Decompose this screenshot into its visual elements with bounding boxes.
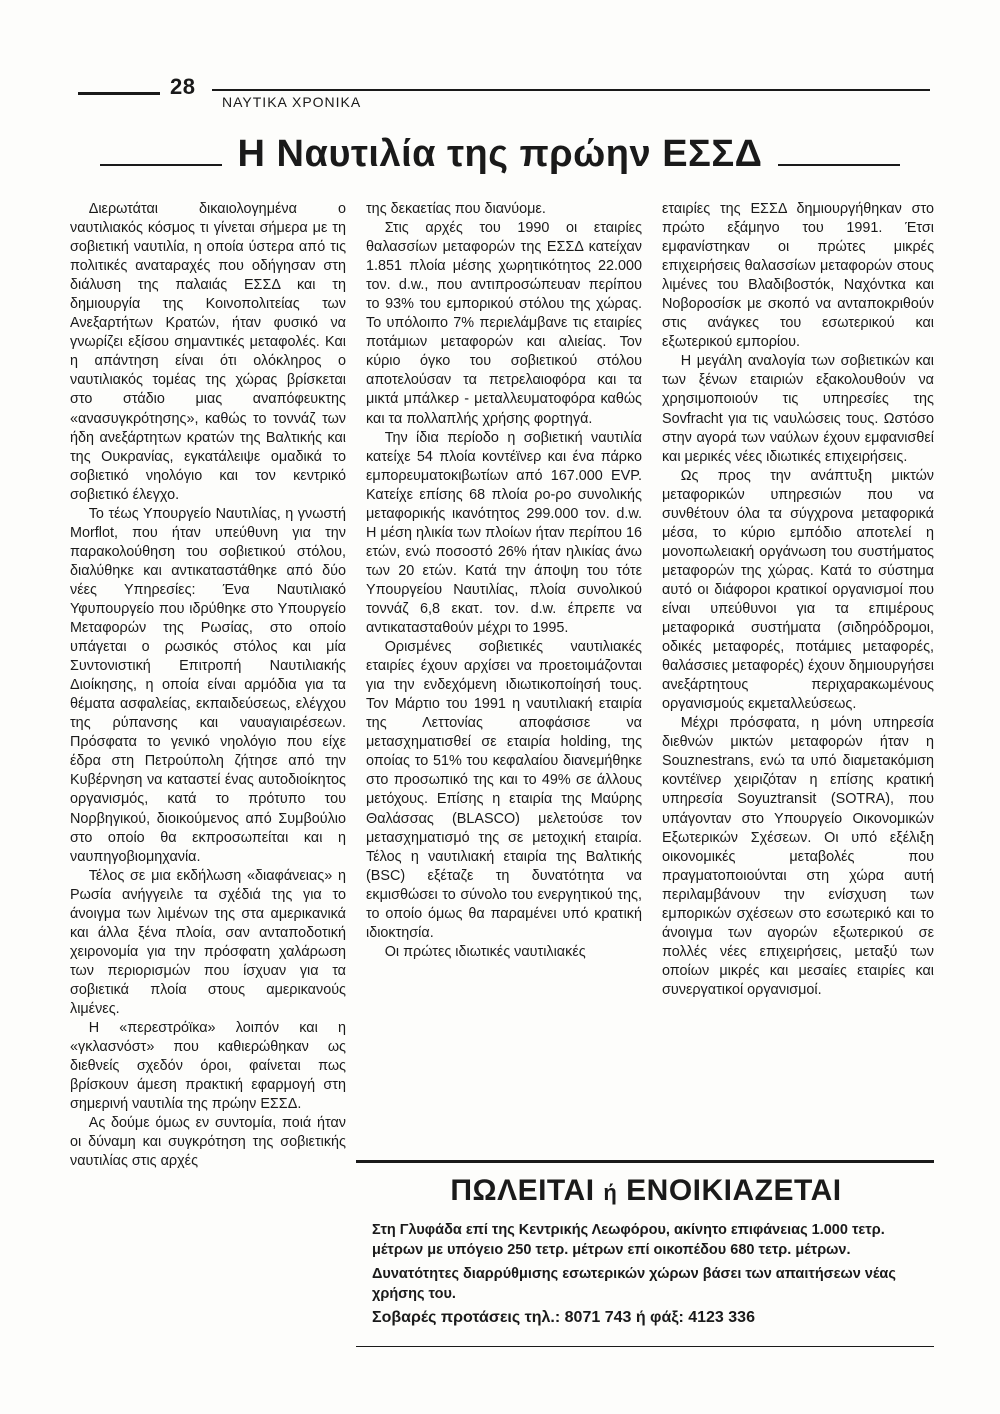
ad-line: Δυνατότητες διαρρύθμισης εσωτερικών χώρων βάσει των απαιτήσεων νέας χρήσης του. [372, 1266, 896, 1302]
paragraph: Διερωτάται δικαιολογημένα ο ναυτιλιακός κόσμος τι γίνεται σήμερα με τη σοβιετική ναυτιλία, η οποία ύστερα από τις πολιτικές αναταραχές που οδήγησαν στη διάλυση της παλαιάς ΕΣΣΔ και τη δημιουργία της Κοινοπολιτείας των Ανεξαρτήτων Κρατών, ήταν φυσικό να γνωρίζει εξίσου σημαντικές μεταφολές. Και η απάντηση είναι ότι ολόκληρος ο ναυτιλιακός τομέας της χώρας βρίσκεται στο στάδιο μιας αναπόφευκτης «ανασυγκρότησης», καθώς το τοννάζ των ήδη ανεξάρτητων κρατών της Βαλτικής και της Ουκρανίας, εγκατάλειψε ομαδικά το σοβιετικό νηολόγιο και τον κεντρικό σοβιετικό έλεγχο. [70, 201, 346, 503]
paragraph: Οι πρώτες ιδιωτικές ναυτιλιακές [384, 943, 586, 960]
title-rule-left [100, 164, 222, 166]
ad-line: Στη Γλυφάδα επί της Κεντρικής Λεωφόρου, ακίνητο επιφάνειας 1.000 τετρ. μέτρων με υπόγειο 250 τετρ. μέτρων επί οικοπέδου 680 τετρ. μέτρων. [372, 1222, 885, 1258]
paragraph: Ορισμένες σοβιετικές ναυτιλιακές εταιρίες έχουν αρχίσει να προετοιμάζονται για την ενδεχόμενη ιδιωτικοποίησή τους. Τον Μάρτιο του 1991 η ναυτιλιακή εταιρία της Λεττονίας αποφάσισε να μετασχηματισθεί σε εταιρία holding, της οποίας το 51% του κεφαλαίου διανεμήθηκε στο προσωπικό της και το 49% σε άλλους μετόχους. Επίσης η εταιρία της Μαύρης Θαλάσσας (BLASCO) μελετούσε τον μετασχηματισμό της σε μετοχική εταιρία. Τέλος η ναυτιλιακή εταιρία της Βαλτικής (BSC) εξέταζε τη δυνατότητα να εκμισθώσει το σύνολο του ενεργητικού της, το οποίο όμως θα παραμένει υπό κρατική ιδιοκτησία. [366, 639, 642, 941]
title-rule-right [778, 164, 900, 166]
article-column-1 [70, 200, 346, 1171]
paragraph: Στις αρχές του 1990 οι εταιρίες θαλασσίων μεταφορών της ΕΣΣΔ κατείχαν 1.851 πλοία μέσης χωρητικότητος 22.000 τον. d.w., που αντιπροσώπευαν περίπου το 93% του εμπορικού στόλου της χώρας. Το υπόλοιπο 7% περιελάμβανε τις εταιρίες ποτάμιων μεταφορών και αλιείας. Τον κύριο όγκο του σοβιετικού στόλου αποτελούσαν τα πετρελαιοφόρα και τα μικτά μπάλκερ - μεταλλευματοφόρα καθώς και τα πολλαπλής χρήσης φορτηγά. [366, 220, 642, 427]
paragraph: Ως προς την ανάπτυξη μικτών μεταφορικών υπηρεσιών που να συνθέτουν όλα τα σύγχρονα μεταφορικά μέσα, το κύριο εμπόδιο αποτελεί η μονοπωλειακή οργάνωση του συστήματος μεταφορών της χώρας. Κατά το σύστημα αυτό οι διάφοροι κρατικοί οργανισμοί που είναι υπεύθυνοι για τα επιμέρους μεταφορικά συστήματα (σιδηρόδρομοι, οδικές μεταφορές, ποτάμιες μεταφορές, θαλάσσιες μεταφορές) έχουν δημιουργήσει ανεξάρτητους περιχαρακωμένους οργανισμούς εκμεταλλεύσεως. [662, 467, 935, 713]
paragraph: Την ίδια περίοδο η σοβιετική ναυτιλία κατείχε 54 πλοία κοντέϊνερ και ένα πάρκο εμπορευματοκιβωτίων από 167.000 EVP. Κατείχε επίσης 68 πλοία ρο-ρο συνολικής μεταφορικής ικανότητος 299.000 τον. d.w. Η μέση ηλικία των πλοίων ήταν περίπου 16 ετών, ενώ ποσοστό 26% ήταν ηλικίας άνω των 20 ετών. Κατά την άποψη του τότε Υπουργείου Ναυτιλίας, πλοία συνολικού τοννάζ 6,8 εκατ. τον. d.w. έπρεπε να αντικατασταθούν μέχρι το 1995. [366, 429, 642, 637]
article-title: Η Ναυτιλία της πρώην ΕΣΣΔ [237, 132, 763, 175]
article-column-2 [366, 200, 642, 1171]
page-number: 28 [170, 74, 196, 99]
paragraph: εταιρίες της ΕΣΣΔ δημιουργήθηκαν στο πρώτο εξάμηνο του 1991. Έτσι εμφανίστηκαν οι πρώτες μικρές επιχειρήσεις θαλασσίων μεταφορών στους λιμένες του Βλαδιβοστόκ, Ναχόντκα και Νοβοροσίσκ με σκοπό να ανταποκριθούν στις ανάγκες του εσωτερικού και εξωτερικού εμπορίου. [662, 201, 934, 351]
header-rule-right [212, 89, 930, 91]
paragraph: Η μεγάλη αναλογία των σοβιετικών και των ξένων εταιριών εξακολουθούν να χρησιμοποιούν τις υπηρεσίες της Sovfracht για τις ναυλώσεις τους. Ωστόσο στην αγορά των ναύλων έχουν εμφανισθεί και μερικές νέες ιδιωτικές επιχειρήσεις. [662, 353, 934, 465]
article-title-row [100, 132, 900, 176]
article-body [70, 200, 936, 1171]
paragraph: Η «περεστρόϊκα» λοιπόν και η «γκλασνόστ» που καθιερώθηκαν ως διεθνείς σχεδόν όροι, φαίνεται πως βρίσκουν άμεση πρακτική εφαρμογή στη σημερινή ναυτιλία της πρώην ΕΣΣΔ. [70, 1020, 346, 1113]
advertisement-bottom-rule [356, 1346, 934, 1347]
paragraph: της δεκαετίας που διανύομε. [366, 201, 546, 217]
ad-title-sale: ΠΩΛΕΙΤΑΙ [450, 1174, 595, 1207]
ad-contact: Σοβαρές προτάσεις τηλ.: 8071 743 ή φάξ: 4123 336 [372, 1309, 755, 1326]
paragraph: Μέχρι πρόσφατα, η μόνη υπηρεσία διεθνών μικτών μεταφορών ήταν η Souznestrans, ενώ τα υπό διαμετακόμιση κοντέϊνερ χειριζόταν η επίσης κρατική υπηρεσία Soyuztransit (SOTRA), που υπάγονταν στο Υπουργείο Οικονομικών Εξωτερικών Σχέσεων. Οι υπό εξέλιξη οικονομικές μεταβολές που πραγματοποιούνται στη χώρα αυτή περιλαμβάνουν την ενίσχυση των εμπορικών σχέσεων στο εσωτερικό και το άνοιγμα των αγορών εξωτερικού σε πολλές νέες επιχειρήσεις, μεταξύ των οποίων μικρές και μεσαίες εταιρίες και συνεργατικοί οργανισμοί. [662, 715, 934, 998]
article-column-3 [662, 200, 934, 1171]
advertisement [372, 1174, 920, 1332]
header-rule-left [78, 92, 160, 95]
paragraph: Τέλος σε μια εκδήλωση «διαφάνειας» η Ρωσία ανήγγειλε τα σχέδιά της για το άνοιγμα των λιμένων της στα αμερικανικά και άλλα ξένα πλοία, σαν ανταποδοτική χειρονομία για την πρόσφατη χαλάρωση των περιορισμών που ίσχυαν για τα σοβιετικά πλοία στους αμερικανούς λιμένες. [70, 867, 346, 1017]
paragraph: Το τέως Υπουργείο Ναυτιλίας, η γνωστή Morflot, που ήταν υπεύθυνη για την παρακολούθηση του σοβιετικού στόλου, διαλύθηκε και αντικαταστάθηκε από δύο νέες Υπηρεσίες: Ένα Ναυτιλιακό Υφυπουργείο που ιδρύθηκε στο Υπουργείο Μεταφορών της Ρωσίας, στο οποίο υπάγεται ο ρωσικός στόλος και μία Συντονιστική Επιτροπή Ναυτιλιακής Διοίκησης, η οποία είναι αρμόδια για τα θέματα ασφαλείας, εκπαιδεύσεως, ελέγχου της ρύπανσης και ναυαγιαιρέσεων. Πρόσφατα το γενικό νηολόγιο που είχε έδρα στη Πετρούπολη ζήτησε από την Κυβέρνηση να καταστεί ένας αυτοδιοίκητος οργανισμός, κατά το πρότυπο του Νορβηγικού, διοικούμενος από Συμβούλιο στο οποίο θα εκπροσωπείται και η ναυπηγοβιομηχανία. [70, 505, 346, 865]
paragraph: Ας δούμε όμως εν συντομία, ποιά ήταν οι δύναμη και συγκρότηση της σοβιετικής ναυτιλίας στις αρχές [70, 1115, 346, 1170]
ad-title-connector: ή [603, 1180, 618, 1205]
publication-name: ΝΑΥΤΙΚΑ ΧΡΟΝΙΚΑ [222, 94, 362, 110]
ad-title-rent: ΕΝΟΙΚΙΑΖΕΤΑΙ [626, 1174, 842, 1207]
advertisement-top-rule [356, 1160, 934, 1163]
advertisement-title [372, 1174, 920, 1208]
